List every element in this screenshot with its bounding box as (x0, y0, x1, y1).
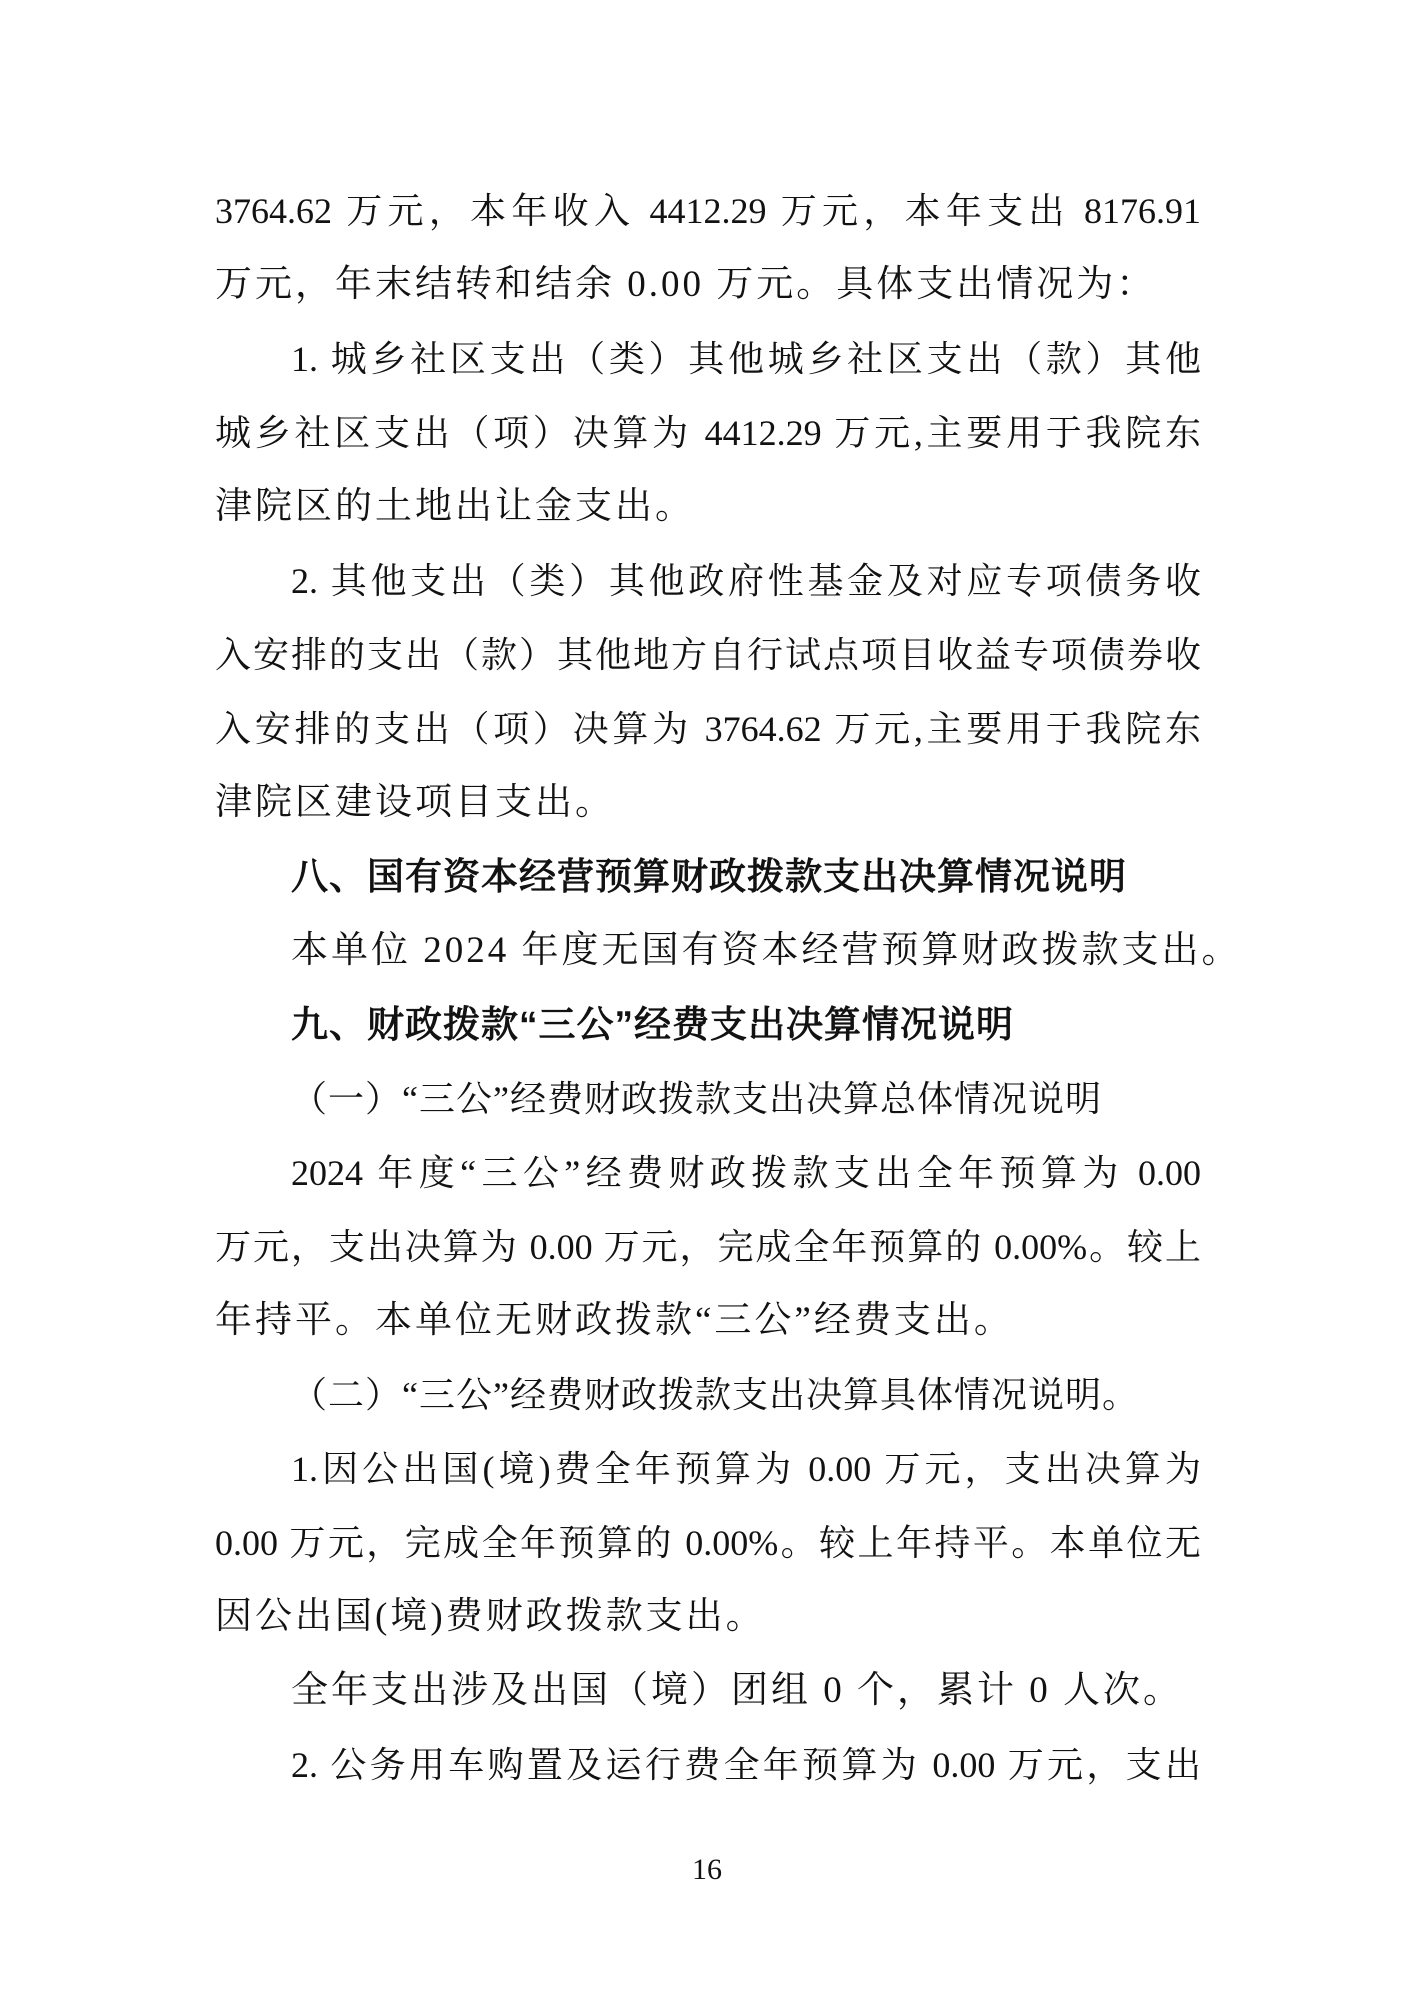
text-line: 八、国有资本经营预算财政拨款支出决算情况说明 (291, 856, 1127, 897)
text-line: （一）“三公”经费财政拨款支出决算总体情况说明 (291, 1079, 1102, 1119)
text-line: 3764.62 万元，本年收入 4412.29 万元，本年支出 8176.91 (215, 191, 1201, 231)
page-number: 16 (692, 1853, 722, 1886)
text-line: （二）“三公”经费财政拨款支出决算具体情况说明。 (291, 1375, 1139, 1415)
text-line: 0.00 万元，完成全年预算的 0.00%。较上年持平。本单位无 (215, 1523, 1201, 1563)
text-line: 津院区的土地出让金支出。 (215, 486, 695, 527)
text-line: 万元，支出决算为 0.00 万元，完成全年预算的 0.00%。较上 (215, 1227, 1201, 1267)
text-line: 因公出国(境)费财政拨款支出。 (215, 1596, 766, 1637)
text-line: 入安排的支出（款）其他地方自行试点项目收益专项债券收 (215, 635, 1201, 675)
text-line: 本单位 2024 年度无国有资本经营预算财政拨款支出。 (291, 930, 1242, 971)
text-line: 城乡社区支出（项）决算为 4412.29 万元,主要用于我院东 (215, 413, 1201, 453)
text-line: 2024 年度“三公”经费财政拨款支出全年预算为 0.00 (291, 1153, 1201, 1193)
page-text-block (215, 174, 1242, 1802)
text-line: 津院区建设项目支出。 (215, 782, 615, 823)
text-line: 九、财政拨款“三公”经费支出决算情况说明 (291, 1004, 1014, 1045)
text-line: 入安排的支出（项）决算为 3764.62 万元,主要用于我院东 (215, 709, 1201, 749)
text-line: 1. 城乡社区支出（类）其他城乡社区支出（款）其他 (291, 339, 1201, 379)
text-line: 万元，年末结转和结余 0.00 万元。具体支出情况为： (215, 264, 1157, 305)
text-line: 全年支出涉及出国（境）团组 0 个，累计 0 人次。 (291, 1670, 1183, 1711)
text-line: 2. 公务用车购置及运行费全年预算为 0.00 万元，支出 (291, 1745, 1201, 1785)
text-line: 2. 其他支出（类）其他政府性基金及对应专项债务收 (291, 561, 1201, 601)
text-line: 年持平。本单位无财政拨款“三公”经费支出。 (215, 1300, 1014, 1341)
text-line: 1.因公出国(境)费全年预算为 0.00 万元，支出决算为 (291, 1449, 1201, 1489)
